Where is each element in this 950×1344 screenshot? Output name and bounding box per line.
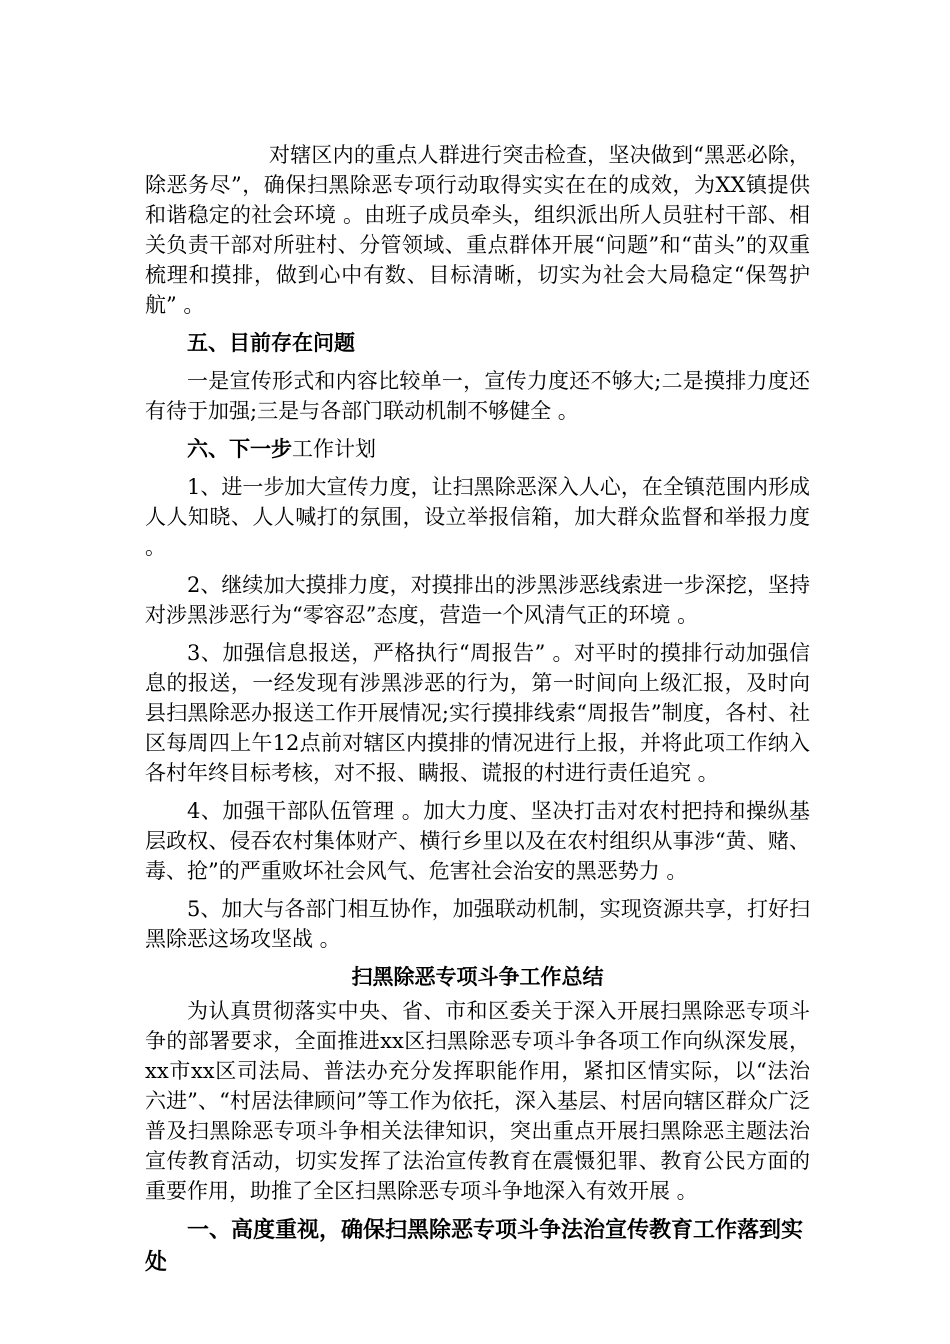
plan-item-4: 4、加强干部队伍管理 。加大力度、坚决打击对农村把持和操纵基层政权、侵吞农村集体财产、横行乡里以及在农村组织从事涉“黄、赌、毒、抢”的严重败坏社会风气、危害社会治安的黑恶势力 。 — [145, 799, 810, 883]
paragraph-problems: 一是宣传形式和内容比较单一，宣传力度还不够大;二是摸排力度还有待于加强;三是与各部门联动机制不够健全 。 — [145, 369, 810, 423]
plan-item-2: 2、继续加大摸排力度，对摸排出的涉黑涉恶线索进一步深挖，坚持对涉黑涉恶行为“零容忍”态度，营造一个风清气正的环境 。 — [145, 573, 810, 627]
document-title: 扫黑除恶专项斗争工作总结 — [351, 964, 604, 989]
document-page — [145, 140, 810, 1286]
heading-next-plan — [145, 434, 810, 464]
plan-item-1: 1、进一步加大宣传力度，让扫黑除恶深入人心，在全镇范围内形成人人知晓、人人喊打的氛围，设立举报信箱，加大群众监督和举报力度 。 — [145, 475, 810, 559]
heading-next-plan-bold: 六、下一步 — [187, 436, 292, 461]
paragraph-inspection: 对辖区内的重点人群进行突击检查，坚决做到“黑恶必除，除恶务尽”，确保扫黑除恶专项行动取得实实在在的成效，为XX镇提供和谐稳定的社会环境 。由班子成员牵头，组织派出所人员驻村干部、相关负责干部对所驻村、分管领域、重点群体开展“问题”和“苗头”的双重梳理和摸排，做到心中有数、目标清晰，切实为社会大局稳定“保驾护航” 。 — [145, 143, 810, 317]
paragraph-summary-intro: 为认真贯彻落实中央、省、市和区委关于深入开展扫黑除恶专项斗争的部署要求，全面推进xx区扫黑除恶专项斗争各项工作向纵深发展，xx市xx区司法局、普法办充分发挥职能作用，紧扣区情实际，以“法治六进”、“村居法律顾问”等工作为依托，深入基层、村居向辖区群众广泛普及扫黑除恶专项斗争相关法律知识，突出重点开展扫黑除恶主题法治宣传教育活动，切实发挥了法治宣传教育在震慑犯罪、教育公民方面的重要作用，助推了全区扫黑除恶专项斗争地深入有效开展 。 — [145, 999, 810, 1203]
heading-existing-problems: 五、目前存在问题 — [187, 330, 355, 355]
heading-next-plan-rest: 工作计划 — [292, 437, 376, 461]
heading-section-1: 一、高度重视，确保扫黑除恶专项斗争法治宣传教育工作落到实处 — [145, 1217, 804, 1275]
plan-item-5: 5、加大与各部门相互协作，加强联动机制，实现资源共享，打好扫黑除恶这场攻坚战 。 — [145, 897, 810, 951]
plan-item-3: 3、加强信息报送，严格执行“周报告” 。对平时的摸排行动加强信息的报送，一经发现有涉黑涉恶的行为，第一时间向上级汇报，及时向县扫黑除恶办报送工作开展情况;实行摸排线索“周报告”制度，各村、社区每周四上午12点前对辖区内摸排的情况进行上报，并将此项工作纳入各村年终目标考核，对不报、瞒报、谎报的村进行责任追究 。 — [145, 641, 810, 785]
